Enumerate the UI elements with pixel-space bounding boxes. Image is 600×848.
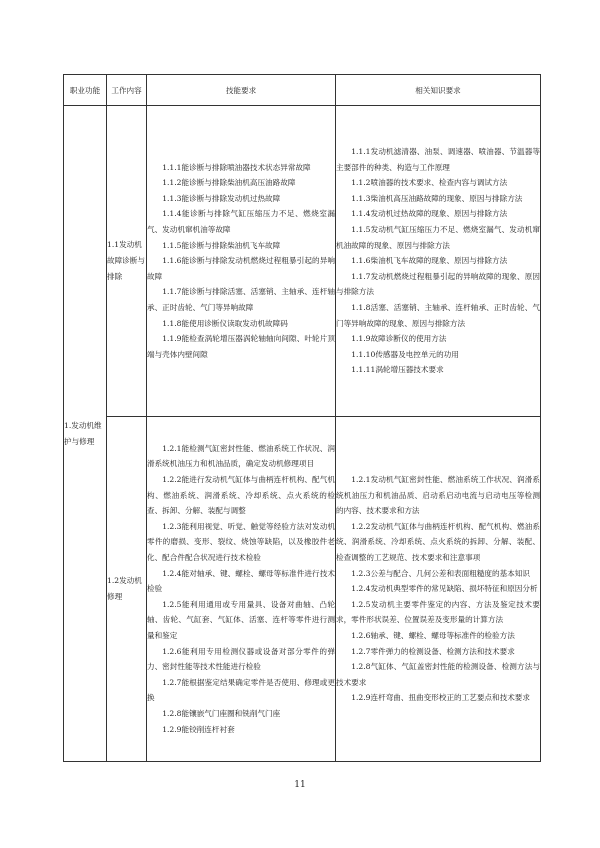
knowledge-item: 1.2.9连杆弯曲、扭曲变形校正的工艺要点和技术要求: [351, 693, 530, 703]
knowledge-item: 1.1.10传感器及电控单元的功用: [351, 349, 459, 359]
knowledge-item: 1.1.1发动机滤清器、油泵、调速器、喷油器、节温器等主要部件的种类、构造与工作原理: [336, 147, 540, 172]
skill-item: 1.2.7能根据鉴定结果确定零件是否使用、修理或更换: [147, 677, 335, 703]
knowledge-item: 1.1.6柴油机飞车故障的现象、原因与排除方法: [351, 256, 508, 266]
skill-item: 1.2.1能检测气缸密封性能、燃油系统工作状况、润滑系统机油压力和机油品质，确定发动机修理项目: [147, 443, 335, 469]
header-work: 工作内容: [107, 75, 147, 106]
header-knowledge: 相关知识要求: [336, 75, 541, 106]
knowledge-cell: [336, 417, 541, 762]
skills-cell: [147, 106, 336, 417]
knowledge-item: 1.2.6轴承、键、螺栓、螺母等标准件的检验方法: [351, 630, 515, 640]
knowledge-item: 1.2.4发动机典型零件的常见缺陷、损坏特征和原因分析: [351, 584, 538, 594]
skills-cell: [147, 417, 336, 762]
knowledge-item: 1.1.9故障诊断仪的使用方法: [351, 334, 447, 344]
skill-item: 1.1.3能诊断与排除发动机过热故障: [162, 193, 281, 203]
work-cell: 1.1发动机故障诊断与排除: [107, 106, 147, 417]
skill-item: 1.1.8能使用诊断仪读取发动机故障码: [162, 318, 288, 328]
skill-item: 1.1.6能诊断与排除发动机燃烧过程粗暴引起的异响故障: [147, 256, 335, 281]
header-skills: 技能要求: [147, 75, 336, 106]
skill-item: 1.1.4能诊断与排除气缸压缩压力不足、燃烧室漏气、发动机窜机油等故障: [147, 209, 335, 235]
skill-item: 1.1.1能诊断与排除喷油器技术状态异常故障: [162, 162, 311, 172]
work-cell: 1.2发动机修理: [107, 417, 147, 762]
knowledge-item: 1.2.2发动机气缸体与曲柄连杆机构、配气机构、燃油系统、润滑系统、冷却系统、点火系统的拆卸、分解、装配、检查调整的工艺规范、技术要求和注意事项: [336, 521, 540, 563]
header-function: 职业功能: [64, 75, 107, 106]
knowledge-item: 1.1.11涡轮增压器技术要求: [351, 365, 444, 375]
knowledge-item: 1.1.5发动机气缸压缩压力不足、燃烧室漏气、发动机窜机油故障的现象、原因与排除方法: [336, 225, 540, 250]
page-number: 11: [294, 780, 306, 790]
knowledge-item: 1.1.7发动机燃烧过程粗暴引起的异响故障的现象、原因与排除方法: [336, 271, 540, 297]
skill-item: 1.2.4能对轴承、键、螺栓、螺母等标准件进行技术检验: [147, 568, 335, 594]
skill-item: 1.1.7能诊断与排除活塞、活塞销、主轴承、连杆轴承、正时齿轮、气门等异响故障: [147, 287, 335, 312]
knowledge-item: 1.1.4发动机过热故障的现象、原因与排除方法: [351, 209, 508, 219]
knowledge-item: 1.2.5发动机主要零件鉴定的内容、方法及鉴定技术要求，零件形状误差、位置误差及变形量的计算方法: [336, 599, 540, 625]
knowledge-item: 1.1.2喷油器的技术要求、检查内容与调试方法: [351, 178, 508, 188]
skill-item: 1.2.9能铰削连杆衬套: [162, 724, 235, 734]
header-row: [64, 75, 541, 106]
skill-item: 1.2.8能镶嵌气门座圈和铣削气门座: [162, 708, 281, 718]
skill-item: 1.2.3能利用视觉、听觉、触觉等经验方法对发动机零件的磨损、变形、裂纹、烧蚀等缺陷，以及橡胶件老化、配合件配合状况进行技术检验: [147, 521, 335, 563]
table-row: [64, 106, 541, 417]
knowledge-item: 1.2.7零件弹力的检测设备、检测方法和技术要求: [351, 646, 515, 656]
knowledge-cell: [336, 106, 541, 417]
table-row: [64, 417, 541, 762]
knowledge-item: 1.1.3柴油机高压油路故障的现象、原因与排除方法: [351, 193, 523, 203]
skill-item: 1.2.5能利用通用或专用量具、设备对曲轴、凸轮轴、齿轮、气缸套、气缸体、活塞、连杆等零件进行测量和鉴定: [147, 599, 335, 640]
skill-item: 1.2.2能进行发动机气缸体与曲柄连杆机构、配气机构、燃油系统、润滑系统、冷却系统、点火系统的检查、拆卸、分解、装配与调整: [147, 475, 335, 516]
skill-item: 1.1.9能检查涡轮增压器涡轮轴轴向间隙、叶轮片顶端与壳体内壁间隙: [147, 334, 335, 359]
knowledge-item: 1.2.3公差与配合、几何公差和表面粗糙度的基本知识: [351, 568, 530, 578]
skill-item: 1.1.5能诊断与排除柴油机飞车故障: [162, 240, 281, 250]
knowledge-item: 1.2.1发动机气缸密封性能、燃油系统工作状况、润滑系统机油压力和机油品质、启动系启动电流与启动电压等检测的内容、技术要求和方法: [336, 475, 540, 516]
function-cell: 1.发动机维护与修理: [64, 106, 107, 762]
skill-item: 1.2.6能利用专用检测仪器或设备对部分零件的弹力、密封性能等技术性能进行检验: [147, 646, 335, 672]
knowledge-item: 1.2.8气缸体、气缸盖密封性能的检测设备、检测方法与技术要求: [336, 662, 540, 687]
requirements-table: [63, 74, 541, 762]
skill-item: 1.1.2能诊断与排除柴油机高压油路故障: [162, 178, 296, 188]
knowledge-item: 1.1.8活塞、活塞销、主轴承、连杆轴承、正时齿轮、气门等异响故障的现象、原因与排除方法: [336, 302, 540, 328]
